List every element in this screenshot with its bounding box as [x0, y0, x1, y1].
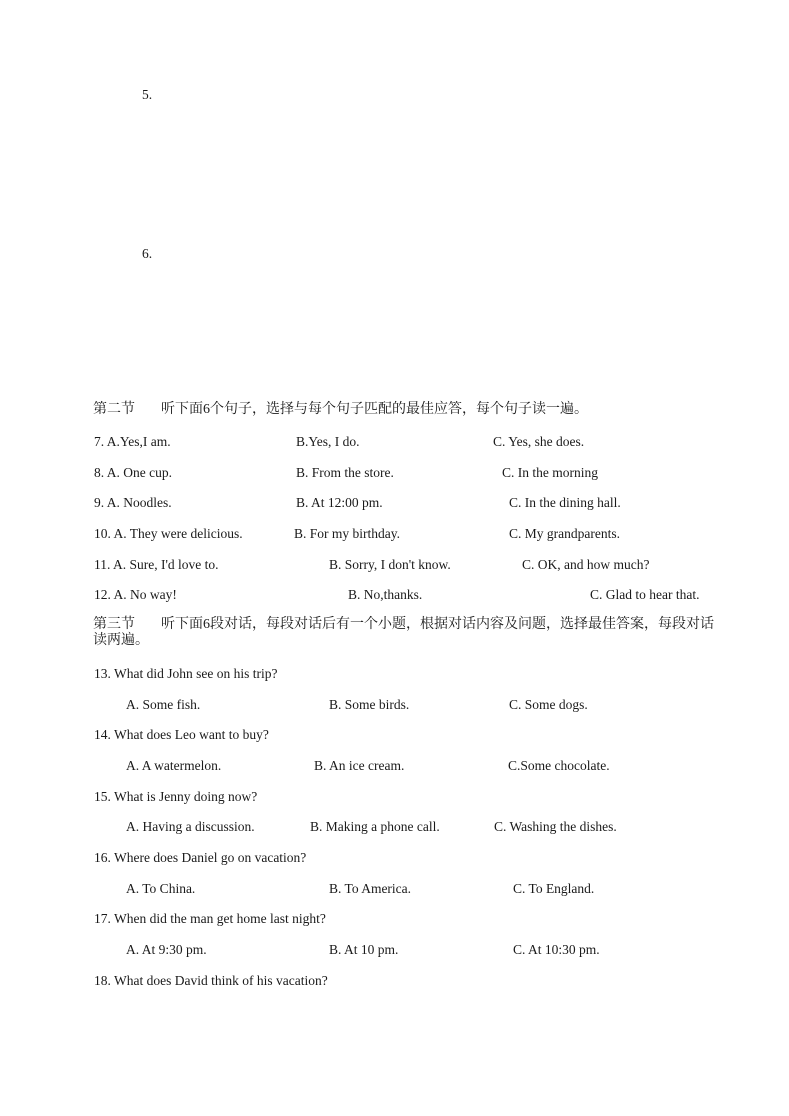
q9-option-c: C. In the dining hall. [509, 495, 621, 510]
q10-option-a: 10. A. They were delicious. [94, 526, 243, 541]
q11-option-a: 11. A. Sure, I'd love to. [94, 557, 219, 572]
q14-option-a: A. A watermelon. [126, 758, 222, 773]
q17-option-a: A. At 9:30 pm. [126, 942, 207, 957]
q10-option-c: C. My grandparents. [509, 526, 620, 541]
section-2-heading: 第二节 [93, 402, 135, 417]
item-number-6: 6. [142, 246, 153, 261]
q12-option-c: C. Glad to hear that. [590, 587, 700, 602]
q17-option-b: B. At 10 pm. [329, 942, 399, 957]
q11-option-b: B. Sorry, I don't know. [329, 557, 451, 572]
q14-option-b: B. An ice cream. [314, 758, 405, 773]
q16-option-c: C. To England. [513, 881, 595, 896]
q16-option-a: A. To China. [126, 881, 196, 896]
q15-option-a: A. Having a discussion. [126, 819, 255, 834]
q15-option-c: C. Washing the dishes. [494, 819, 617, 834]
q13-option-b: B. Some birds. [329, 697, 410, 712]
q18-question: 18. What does David think of his vacation? [94, 973, 328, 988]
q13-question: 13. What did John see on his trip? [94, 666, 278, 681]
q13-option-a: A. Some fish. [126, 697, 201, 712]
q9-option-a: 9. A. Noodles. [94, 495, 172, 510]
q14-option-c: C.Some chocolate. [508, 758, 610, 773]
q16-question: 16. Where does Daniel go on vacation? [94, 850, 307, 865]
q9-option-b: B. At 12:00 pm. [296, 495, 383, 510]
q12-option-b: B. No,thanks. [348, 587, 423, 602]
section-3-instruction-line2: 读两遍。 [93, 633, 149, 648]
section-2-instruction: 听下面6个句子，选择与每个句子匹配的最佳应答，每个句子读一遍。 [161, 402, 588, 417]
q15-option-b: B. Making a phone call. [310, 819, 440, 834]
q16-option-b: B. To America. [329, 881, 412, 896]
section-3-instruction-line1: 听下面6段对话，每段对话后有一个小题，根据对话内容及问题，选择最佳答案，每段对话 [161, 617, 714, 632]
q17-option-c: C. At 10:30 pm. [513, 942, 600, 957]
q11-option-c: C. OK, and how much? [522, 557, 650, 572]
q7-option-a: 7. A.Yes,I am. [94, 434, 171, 449]
q8-option-a: 8. A. One cup. [94, 465, 172, 480]
q13-option-c: C. Some dogs. [509, 697, 588, 712]
q17-question: 17. When did the man get home last night? [94, 911, 326, 926]
q10-option-b: B. For my birthday. [294, 526, 400, 541]
q14-question: 14. What does Leo want to buy? [94, 727, 269, 742]
q8-option-b: B. From the store. [296, 465, 394, 480]
item-number-5: 5. [142, 87, 153, 102]
q8-option-c: C. In the morning [502, 465, 598, 480]
q15-question: 15. What is Jenny doing now? [94, 789, 258, 804]
q12-option-a: 12. A. No way! [94, 587, 177, 602]
q7-option-b: B.Yes, I do. [296, 434, 360, 449]
section-3-header [93, 617, 714, 633]
section-2-header [93, 402, 588, 418]
q7-option-c: C. Yes, she does. [493, 434, 585, 449]
section-3-heading: 第三节 [93, 617, 135, 632]
